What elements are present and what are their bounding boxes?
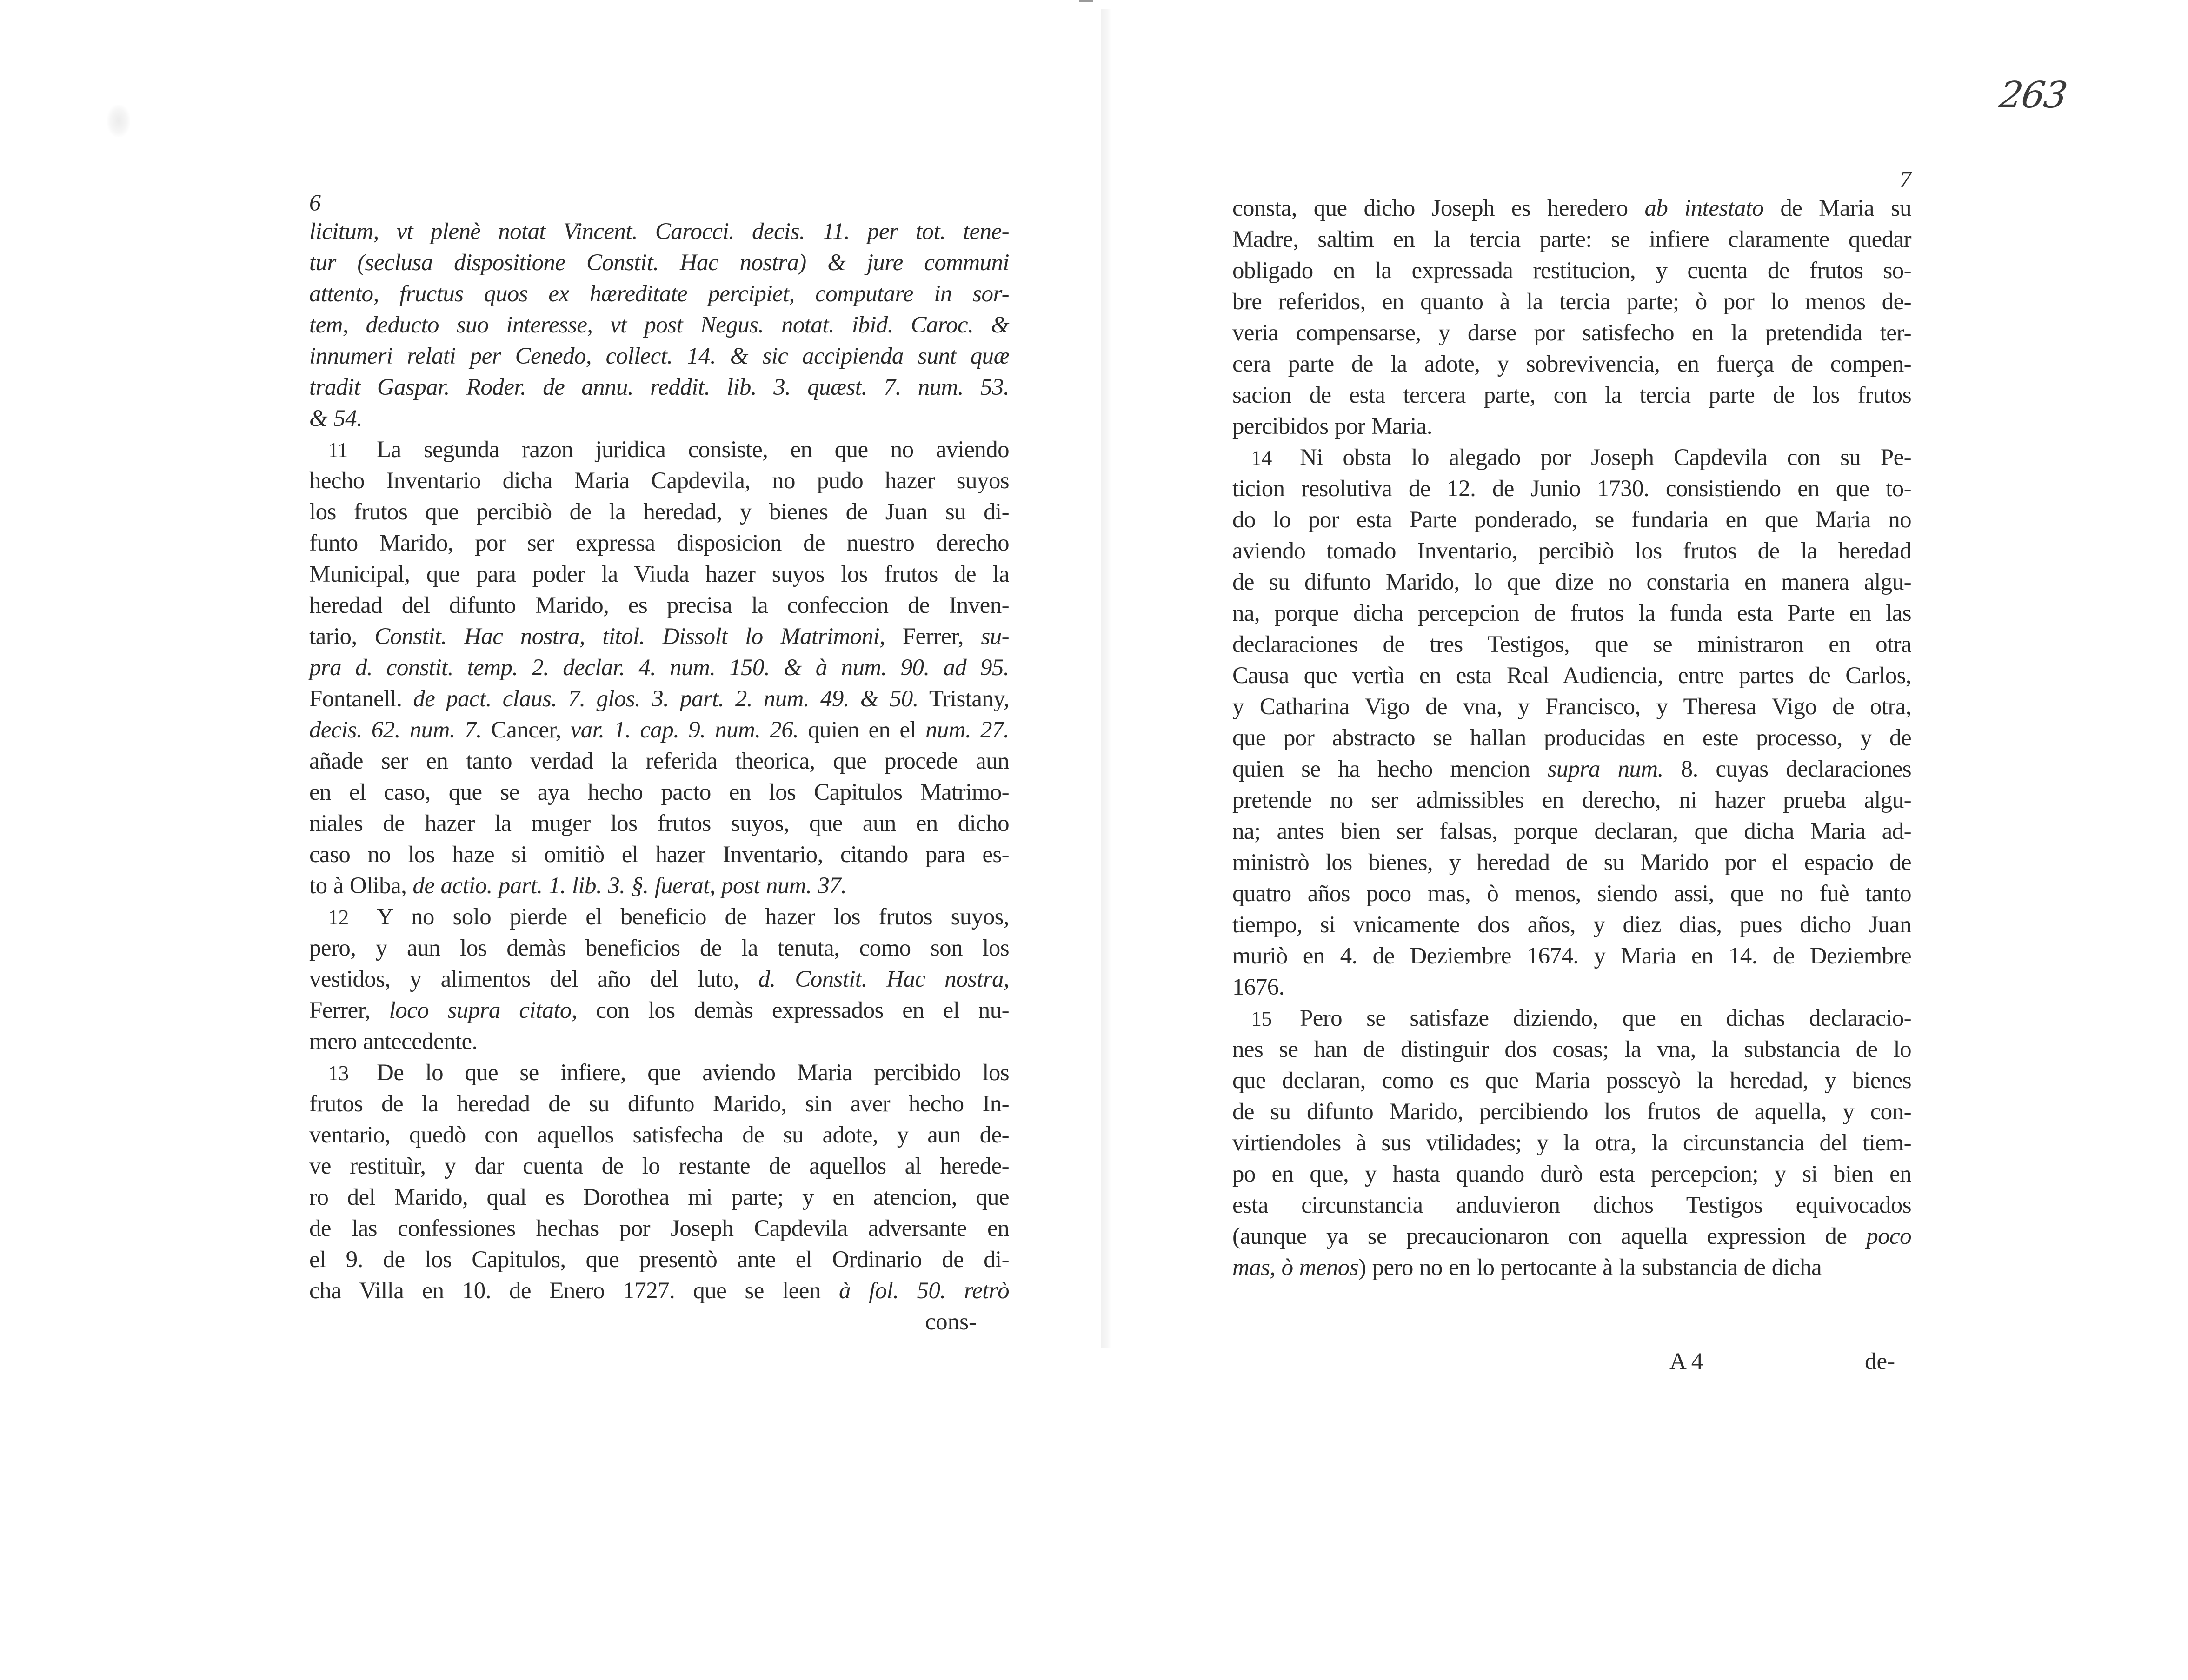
text-line	[1232, 785, 1911, 816]
text-line	[309, 995, 1009, 1026]
text-run: quien en el	[798, 717, 925, 743]
text-line	[309, 247, 1009, 279]
italic-citation: tem, deducto suo interesse, vt post Negus. notat. ibid. Caroc. &	[309, 312, 1009, 338]
text-run: na; antes bien ser falsas, porque declaran, que dicha Maria ad-	[1232, 818, 1911, 844]
text-line	[309, 746, 1009, 777]
handwritten-folio-number: 263	[1996, 74, 2069, 116]
italic-citation: su-	[981, 624, 1010, 650]
text-run: Ferrer,	[309, 997, 389, 1023]
text-run: percibidos por Maria.	[1232, 413, 1432, 439]
page-number: 6	[309, 189, 321, 215]
italic-citation: ab intestato	[1644, 195, 1764, 221]
catchword: de-	[1865, 1348, 1895, 1375]
text-line	[1232, 224, 1911, 255]
text-line	[1232, 255, 1911, 286]
left-page	[309, 188, 1009, 1338]
text-run: funto Marido, por ser expressa disposicion de nuestro derecho	[309, 530, 1009, 556]
text-run: , con los demàs expressados en el nu-	[571, 997, 1009, 1023]
text-line	[309, 372, 1009, 403]
text-line	[1232, 1128, 1911, 1159]
text-run: cha Villa en 10. de Enero 1727. que se leen	[309, 1278, 839, 1304]
text-line	[1232, 536, 1911, 567]
paragraph-number: 12	[328, 905, 349, 929]
text-line	[1232, 193, 1911, 224]
text-line	[1232, 1190, 1911, 1221]
text-run: consta, que dicho Joseph es heredero	[1232, 195, 1645, 221]
text-line	[309, 1151, 1009, 1182]
italic-citation: mas, ò menos	[1232, 1255, 1359, 1281]
text-run: de las confessiones hechas por Joseph Capdevila adversante en	[309, 1215, 1009, 1242]
text-line	[1232, 473, 1911, 505]
paragraph-number: 11	[328, 438, 348, 462]
italic-citation: poco	[1866, 1223, 1911, 1249]
text-line	[309, 279, 1009, 310]
text-line	[1232, 505, 1911, 536]
text-run: el 9. de los Capitulos, que presentò ante el Ordinario de di-	[309, 1247, 1009, 1273]
text-line	[309, 465, 1009, 497]
scan-mark	[1079, 0, 1093, 2]
text-line	[309, 216, 1009, 247]
text-run: caso no los haze si omitiò el hazer Inventario, citando para es-	[309, 842, 1009, 868]
text-run: heredad del difunto Marido, es precisa la confeccion de Inven-	[309, 592, 1009, 618]
text-run: Madre, saltim en la tercia parte: se infiere claramente quedar	[1232, 226, 1911, 252]
text-run: frutos de la heredad de su difunto Marido, sin aver hecho In-	[309, 1091, 1009, 1117]
text-run: tario,	[309, 624, 375, 650]
paragraph-number: 13	[328, 1061, 349, 1085]
text-run: hecho Inventario dicha Maria Capdevila, no pudo hazer suyos	[309, 468, 1009, 494]
text-run: y Catharina Vigo de vna, y Francisco, y Theresa Vigo de otra,	[1232, 694, 1911, 720]
text-line	[309, 964, 1009, 995]
text-run: La segunda razon juridica consiste, en que no aviendo	[377, 437, 1009, 463]
text-line	[1232, 286, 1911, 318]
italic-citation: var. 1. cap. 9. num. 26.	[570, 717, 799, 743]
page-body	[1232, 193, 1911, 1283]
text-run: Ni obsta lo alegado por Joseph Capdevila con su Pe-	[1300, 445, 1911, 471]
text-line	[309, 870, 1009, 902]
paragraph-start-line	[1232, 442, 1911, 473]
text-run: De lo que se infiere, que aviendo Maria percibido los	[377, 1060, 1009, 1086]
italic-citation: à fol. 50. retrò	[838, 1278, 1009, 1304]
page-number: 7	[1900, 166, 1911, 192]
text-run: niales de hazer la muger los frutos suyos, que aun en dicho	[309, 810, 1009, 837]
text-line	[309, 590, 1009, 621]
italic-citation: & 54.	[309, 405, 363, 432]
text-run: ventario, quedò con aquellos satisfecha de su adote, y aun de-	[309, 1122, 1009, 1148]
text-line	[1232, 1221, 1911, 1252]
text-run: de Maria su	[1763, 195, 1911, 221]
text-line	[309, 808, 1009, 839]
italic-citation: num. 27.	[925, 717, 1010, 743]
text-run: , Ferrer,	[879, 624, 981, 650]
ink-smudge	[107, 105, 130, 137]
text-line	[1232, 1159, 1911, 1190]
paragraph-start-line	[309, 1057, 1009, 1089]
text-run: declaraciones de tres Testigos, que se ministraron en otra	[1232, 631, 1911, 657]
text-line	[1232, 847, 1911, 878]
text-run: obligado en la expressada restitucion, y cuenta de frutos so-	[1232, 258, 1911, 284]
text-run: de su difunto Marido, lo que dize no constaria en manera algu-	[1232, 569, 1911, 595]
paragraph-start-line	[1232, 1003, 1911, 1034]
text-run: ticion resolutiva de 12. de Junio 1730. consistiendo en que to-	[1232, 476, 1911, 502]
text-line	[1232, 878, 1911, 910]
text-run: que por abstracto se hallan producidas en este processo, y de	[1232, 725, 1911, 751]
text-run: pero, y aun los demàs beneficios de la tenuta, como son los	[309, 935, 1009, 961]
text-line	[1232, 411, 1911, 442]
text-run: añade ser en tanto verdad la referida theorica, que procede aun	[309, 748, 1009, 774]
italic-citation: loco supra citato	[389, 997, 572, 1023]
text-run: 8. cuyas declaraciones	[1663, 756, 1911, 782]
text-line	[309, 839, 1009, 870]
text-run: muriò en 4. de Deziembre 1674. y Maria en 14. de Deziembre	[1232, 943, 1911, 969]
italic-citation: attento, fructus quos ex hæreditate percipiet, computare in sor-	[309, 281, 1009, 307]
text-line	[1232, 691, 1911, 723]
text-run: do lo por esta Parte ponderado, se fundaria en que Maria no	[1232, 507, 1911, 533]
text-run: ve restituìr, y dar cuenta de lo restante de aquellos al herede-	[309, 1153, 1009, 1179]
text-line	[1232, 349, 1911, 380]
text-run: nes se han de distinguir dos cosas; la vna, la substancia de lo	[1232, 1036, 1911, 1062]
text-run: Municipal, que para poder la Viuda hazer suyos los frutos de la	[309, 561, 1009, 587]
printer-signature-mark: A 4	[1669, 1348, 1703, 1375]
text-line	[309, 1275, 1009, 1307]
text-run: aviendo tomado Inventario, percibiò los frutos de la heredad	[1232, 538, 1911, 564]
paragraph-number: 14	[1251, 446, 1272, 470]
text-line	[309, 777, 1009, 808]
text-line	[309, 310, 1009, 341]
text-run: veria compensarse, y darse por satisfecho en la pretendida ter-	[1232, 320, 1911, 346]
page-body	[309, 216, 1009, 1307]
paragraph-number: 15	[1251, 1007, 1272, 1030]
text-run: de su difunto Marido, percibiendo los frutos de aquella, y con-	[1232, 1099, 1911, 1125]
text-line	[1232, 723, 1911, 754]
text-line	[1232, 972, 1911, 1003]
text-run: quatro años poco mas, ò menos, siendo assi, que no fuè tanto	[1232, 881, 1911, 907]
text-line	[309, 403, 1009, 434]
text-line	[1232, 1065, 1911, 1096]
text-run: pretende no ser admissibles en derecho, ni hazer prueba algu-	[1232, 787, 1911, 813]
text-run: ro del Marido, qual es Dorothea mi parte; y en atencion, que	[309, 1184, 1009, 1210]
text-line	[309, 528, 1009, 559]
italic-citation: tradit Gaspar. Roder. de annu. reddit. lib. 3. quæst. 7. num. 53.	[309, 374, 1009, 400]
italic-citation: pra d. constit. temp. 2. declar. 4. num. 150. & à num. 90. ad 95.	[309, 655, 1009, 681]
text-run: Y no solo pierde el beneficio de hazer los frutos suyos,	[377, 904, 1009, 930]
italic-citation: tur (seclusa dispositione Constit. Hac nostra) & jure communi	[309, 250, 1009, 276]
text-line	[1232, 1252, 1911, 1283]
text-line	[309, 621, 1009, 652]
text-run: tiempo, si vnicamente dos años, y diez dias, pues dicho Juan	[1232, 912, 1911, 938]
italic-citation: de actio. part. 1. lib. 3. §. fuerat, post num. 37.	[412, 873, 847, 899]
text-run: en el caso, que se aya hecho pacto en los Capitulos Matrimo-	[309, 779, 1009, 805]
text-run: Cancer,	[481, 717, 571, 743]
text-line	[309, 1244, 1009, 1275]
text-line	[309, 341, 1009, 372]
text-line	[1232, 598, 1911, 629]
text-run: ministrò los bienes, y heredad de su Marido por el espacio de	[1232, 850, 1911, 876]
text-line	[309, 1120, 1009, 1151]
text-run: esta circunstancia anduvieron dichos Testigos equivocados	[1232, 1192, 1911, 1218]
text-line	[1232, 816, 1911, 847]
text-line	[1232, 629, 1911, 660]
text-run: los frutos que percibiò de la heredad, y bienes de Juan su di-	[309, 499, 1009, 525]
text-run: cera parte de la adote, y sobrevivencia, en fuerça de compen-	[1232, 351, 1911, 377]
text-line	[1232, 1096, 1911, 1128]
text-run: bre referidos, en quanto à la tercia parte; ò por lo menos de-	[1232, 289, 1911, 315]
text-run: Tristany,	[918, 686, 1010, 712]
text-run: Fontanell.	[309, 686, 413, 712]
text-line	[1232, 660, 1911, 691]
text-line	[1232, 754, 1911, 785]
text-line	[1232, 910, 1911, 941]
text-run: Causa que vertìa en esta Real Audiencia, entre partes de Carlos,	[1232, 663, 1911, 689]
text-run: virtiendoles à sus vtilidades; y la otra, la circunstancia del tiem-	[1232, 1130, 1911, 1156]
right-page	[1232, 165, 1911, 1283]
text-line	[1232, 380, 1911, 411]
text-run: ) pero no en lo pertocante à la substancia de dicha	[1358, 1255, 1822, 1281]
italic-citation: de pact. claus. 7. glos. 3. part. 2. num. 49. & 50.	[413, 686, 918, 712]
text-line	[1232, 318, 1911, 349]
text-run: que declaran, como es que Maria posseyò la heredad, y bienes	[1232, 1068, 1911, 1094]
text-line	[309, 1213, 1009, 1244]
text-line	[309, 652, 1009, 684]
italic-citation: Constit. Hac nostra, titol. Dissolt lo Matrimoni	[374, 624, 880, 650]
text-run: 1676.	[1232, 974, 1284, 1000]
text-run: na, porque dicha percepcion de frutos la funda esta Parte en las	[1232, 600, 1911, 626]
text-line	[309, 684, 1009, 715]
text-run: quien se ha hecho mencion	[1232, 756, 1548, 782]
text-run: (aunque ya se precaucionaron con aquella expression de	[1232, 1223, 1867, 1249]
italic-citation: d. Constit. Hac nostra,	[758, 966, 1009, 992]
paragraph-start-line	[309, 434, 1009, 465]
italic-citation: supra num.	[1547, 756, 1663, 782]
text-line	[309, 1026, 1009, 1057]
italic-citation: licitum, vt plenè notat Vincent. Carocci. decis. 11. per tot. tene-	[309, 219, 1009, 245]
text-run: to à Oliba,	[309, 873, 413, 899]
catchword: cons-	[925, 1309, 977, 1335]
italic-citation: innumeri relati per Cenedo, collect. 14. & sic accipienda sunt quæ	[309, 343, 1009, 369]
text-line	[309, 933, 1009, 964]
page-gutter	[1101, 9, 1111, 1348]
text-line	[309, 1089, 1009, 1120]
text-line	[309, 559, 1009, 590]
text-line	[309, 715, 1009, 746]
text-run: vestidos, y alimentos del año del luto,	[309, 966, 758, 992]
text-line	[1232, 941, 1911, 972]
text-line	[1232, 1034, 1911, 1065]
italic-citation: decis. 62. num. 7.	[309, 717, 482, 743]
text-run: po en que, y hasta quando durò esta percepcion; y si bien en	[1232, 1161, 1911, 1187]
text-run: sacion de esta tercera parte, con la tercia parte de los frutos	[1232, 382, 1911, 408]
paragraph-start-line	[309, 902, 1009, 933]
text-line	[309, 1182, 1009, 1213]
text-line	[309, 497, 1009, 528]
text-run: mero antecedente.	[309, 1029, 478, 1055]
text-line	[1232, 567, 1911, 598]
text-run: Pero se satisfaze diziendo, que en dichas declaracio-	[1300, 1005, 1911, 1031]
